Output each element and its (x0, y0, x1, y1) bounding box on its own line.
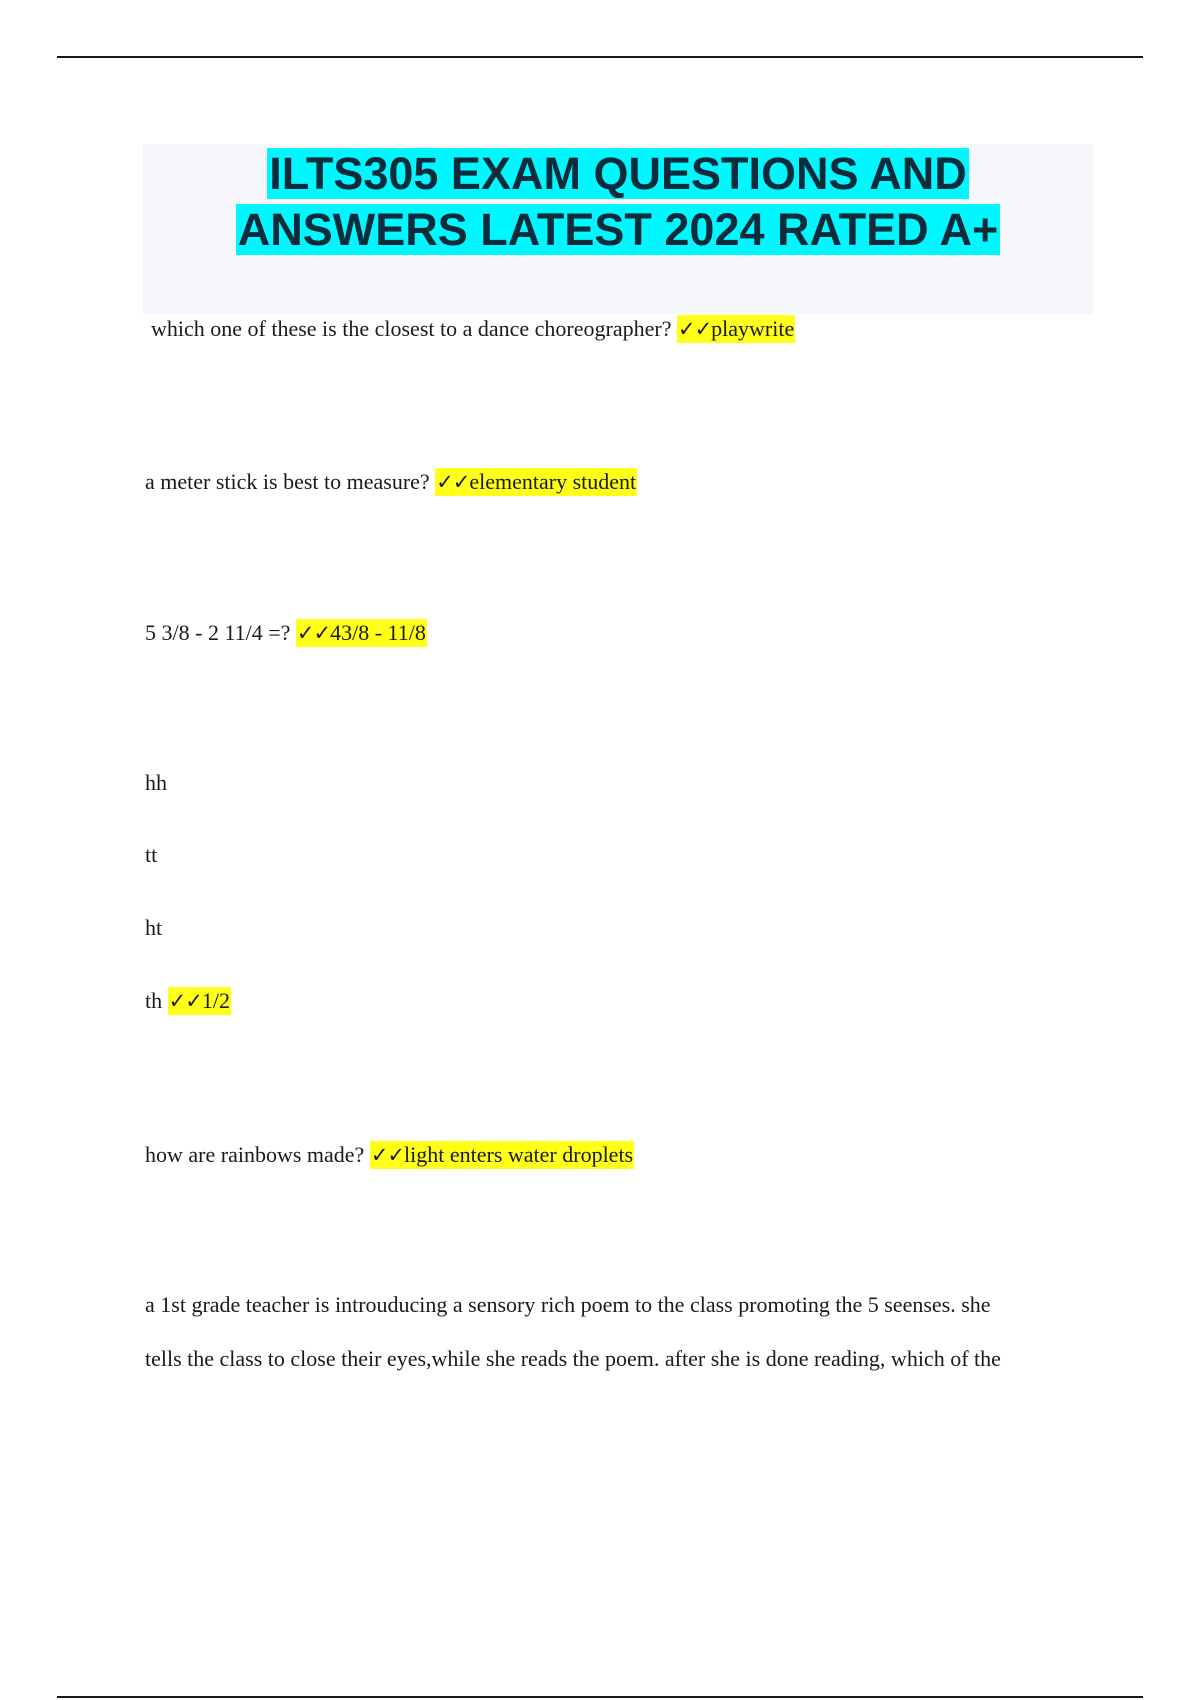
question-text: 5 3/8 - 2 11/4 =? (145, 620, 291, 645)
footer-rule (57, 1696, 1143, 1698)
coin-outcome-ht: ht (145, 915, 163, 940)
double-check-icon: ✓✓ (168, 989, 202, 1013)
coin-outcome-hh: hh (145, 770, 167, 795)
answer-text: light enters water droplets (404, 1142, 634, 1167)
title-line-2: ANSWERS LATEST 2024 RATED A+ (237, 204, 999, 255)
answer-highlight (296, 619, 427, 647)
answer-highlight (677, 315, 795, 343)
qa-item-2 (145, 467, 637, 497)
coin-outcome-th: th (145, 988, 163, 1013)
coin-outcome-tt: tt (145, 842, 158, 867)
paragraph-line-2: tells the class to close their eyes,while she reads the poem. after she is done reading, which of the (145, 1346, 1001, 1371)
answer-text: playwrite (711, 316, 795, 341)
qa-item-1 (151, 314, 795, 344)
answer-text: 43/8 - 11/8 (330, 620, 426, 645)
answer-text: 1/2 (201, 988, 230, 1013)
question-text: which one of these is the closest to a dance choreographer? (151, 316, 672, 341)
answer-highlight (370, 1141, 634, 1169)
coin-outcome-th-with-answer (145, 986, 231, 1016)
document-title (143, 144, 1093, 258)
title-line-1: ILTS305 EXAM QUESTIONS AND (269, 148, 967, 199)
answer-text: elementary student (469, 469, 637, 494)
question-text: a meter stick is best to measure? (145, 469, 430, 494)
qa-item-3 (145, 618, 427, 648)
paragraph-line-1: a 1st grade teacher is introuducing a sensory rich poem to the class promoting the 5 seenses. she (145, 1292, 991, 1317)
question-text: how are rainbows made? (145, 1142, 365, 1167)
header-rule (57, 56, 1143, 58)
double-check-icon: ✓✓ (296, 621, 331, 645)
answer-highlight (435, 468, 637, 496)
qa-item-rainbow (145, 1140, 634, 1170)
answer-highlight (168, 987, 231, 1015)
double-check-icon: ✓✓ (436, 470, 470, 494)
double-check-icon: ✓✓ (677, 317, 712, 341)
title-banner (143, 144, 1093, 314)
double-check-icon: ✓✓ (370, 1143, 405, 1167)
